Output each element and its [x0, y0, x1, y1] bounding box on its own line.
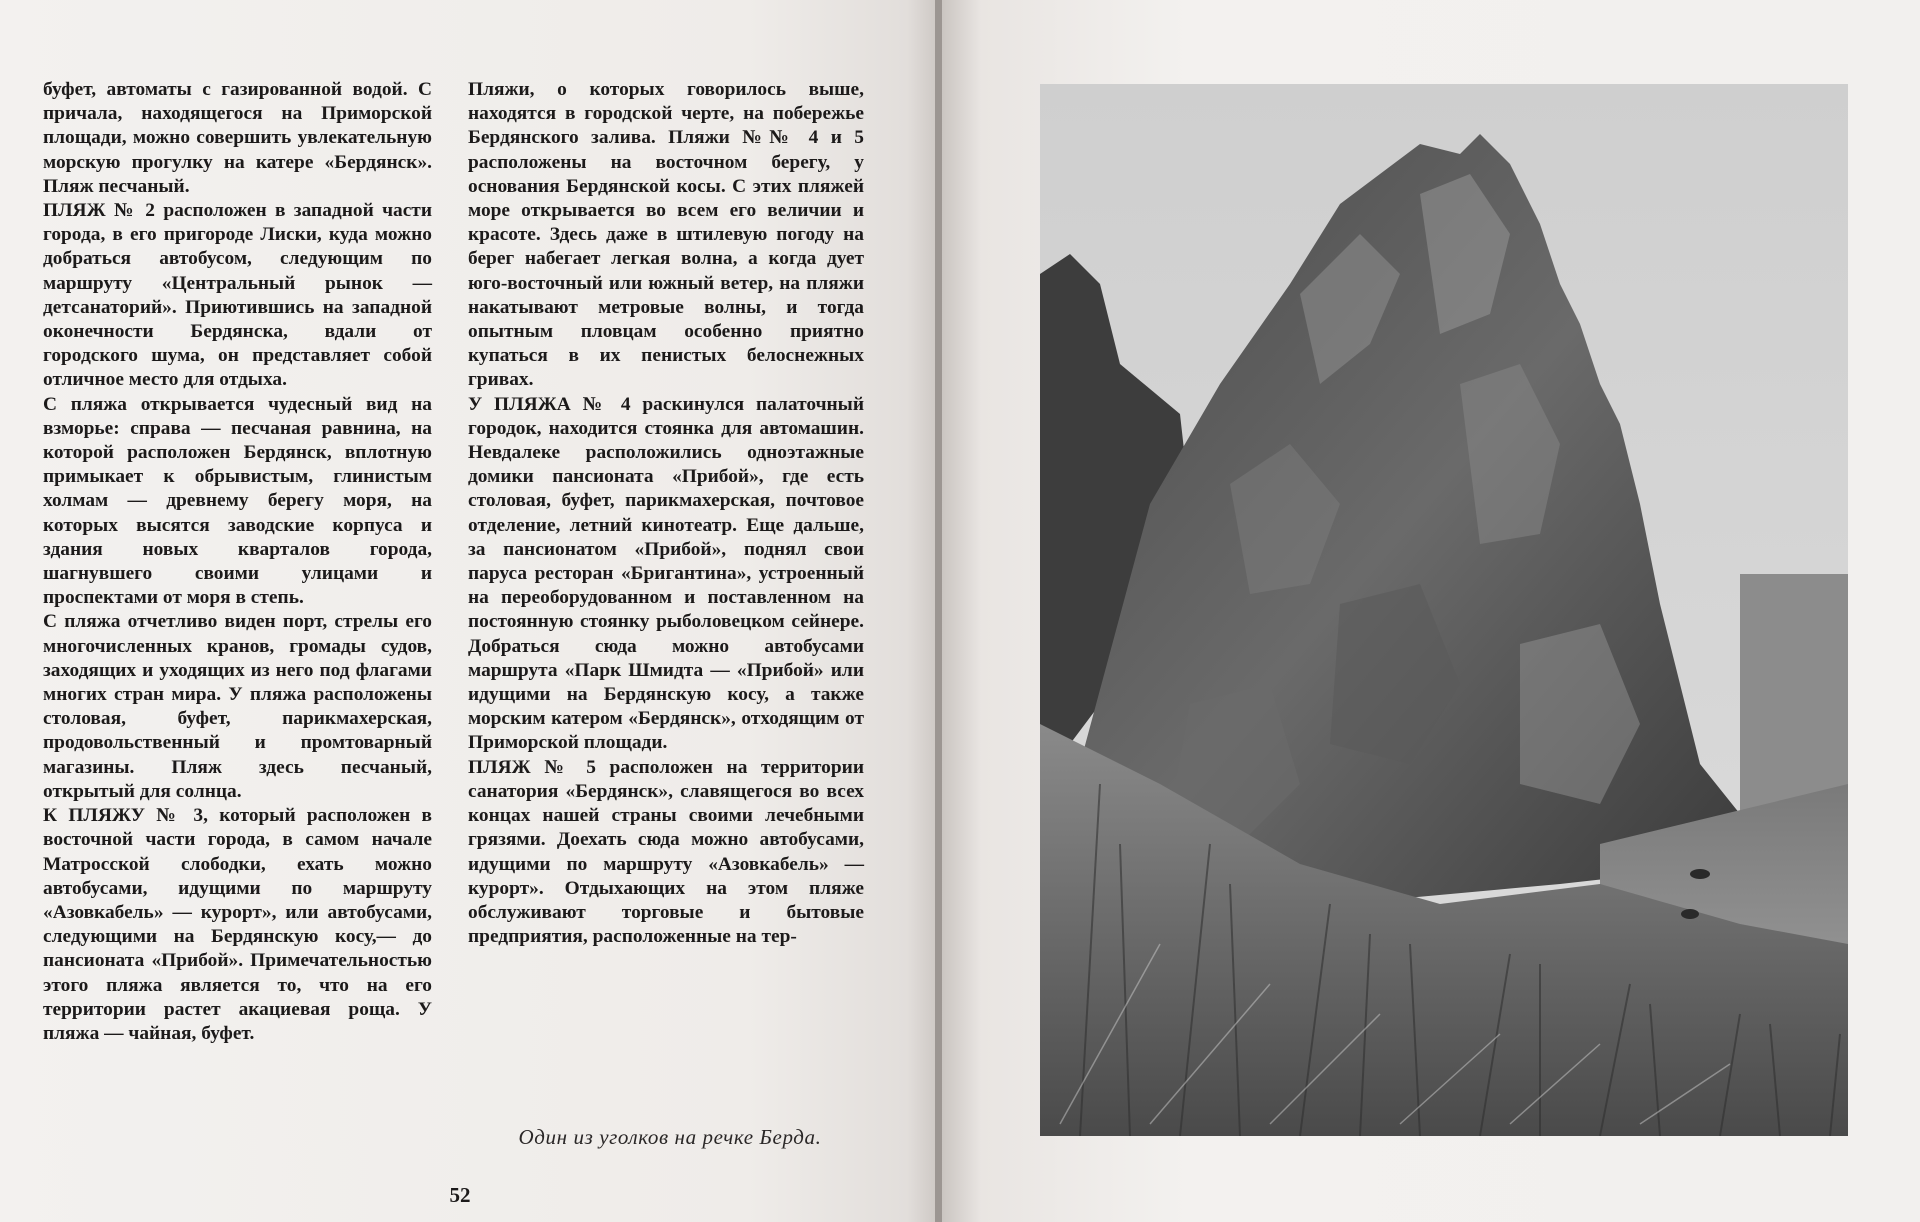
- rock-and-river-photo: [1040, 84, 1848, 1136]
- book-gutter: [935, 0, 942, 1222]
- page-number: 52: [449, 1183, 471, 1207]
- paragraph: ПЛЯЖ № 2 расположен в западной части города, в его пригороде Лиски, куда можно добраться автобусом, следующим по маршруту «Центральный рынок — детсанаторий». Приютившись на западной оконечности Бердянска, вдали от городского шума, он представляет собой отличное место для отдыха.: [43, 200, 432, 391]
- paragraph: С пляжа отчетливо виден порт, стрелы его многочисленных кранов, громады судов, заходящих и уходящих из него под флагами многих стран мира. У пляжа расположены столовая, буфет, парикмахерская, продовольственный и промтоварный магазины. Пляж здесь песчаный, открытый для солнца.: [43, 611, 432, 802]
- left-page: [0, 0, 935, 1222]
- paragraph: Пляжи, о которых говорилось выше, находятся в городской черте, на побережье Бердянского залива. Пляжи №№ 4 и 5 расположены на восточном берегу, у основания Бердянской косы. С этих пляжей море открывается во всем его величии и красоте. Здесь даже в штилевую погоду на берег набегает легкая волна, а когда дует юго-восточный или южный ветер, на пляжи накатывают метровые волны, и тогда опытным пловцам особенно приятно купаться в их пенистых белоснежных гривах.: [468, 79, 864, 391]
- text-column-right: [468, 78, 864, 949]
- text-column-left: [43, 78, 432, 1046]
- paragraph: К ПЛЯЖУ № 3, который расположен в восточной части города, в самом начале Матросской слободки, ехать можно автобусами, идущими по маршруту «Азовкабель» — курорт», или автобусами, следующими на Бердянскую косу,— до пансионата «Прибой». Примечательностью этого пляжа является то, что на его территории растет акациевая роща. У пляжа — чайная, буфет.: [43, 805, 432, 1044]
- paragraph: ПЛЯЖ № 5 расположен на территории санатория «Бердянск», славящегося во всех концах нашей страны своими лечебными грязями. Доехать сюда можно автобусами, идущими по маршруту «Азовкабель» — курорт». Отдыхающих на этом пляже обслуживают торговые и бытовые предприятия, расположенные на тер-: [468, 756, 864, 948]
- rock-photo-image: [1040, 84, 1848, 1136]
- paragraph: У ПЛЯЖА № 4 раскинулся палаточный городок, находится стоянка для автомашин. Невдалеке расположились одноэтажные домики пансионата «Прибой», где есть столовая, буфет, парикмахерская, почтовое отделение, летний кинотеатр. Еще дальше, за пансионатом «Прибой», поднял свои паруса ресторан «Бригантина», устроенный на переоборудованном и поставленном на постоянную стоянку рыболовецком сейнере. Добраться сюда можно автобусами маршрута «Парк Шмидта — «Прибой» или идущими на Бердянскую косу, а также морским катером «Бердянск», отходящим от Приморской площади.: [468, 393, 864, 754]
- paragraph: буфет, автоматы с газированной водой. С причала, находящегося на Приморской площади, можно совершить увлекательную морскую прогулку на катере «Бердянск». Пляж песчаный.: [43, 79, 432, 197]
- paragraph: С пляжа открывается чудесный вид на взморье: справа — песчаная равнина, на которой расположен Бердянск, вплотную примыкает к обрывистым, глинистым холмам — древнему берегу моря, на которых высятся заводские корпуса и здания новых кварталов города, шагнувшего своими улицами и проспектами от моря в степь.: [43, 393, 432, 609]
- photo-caption: Один из уголков на речке Берда.: [518, 1125, 822, 1149]
